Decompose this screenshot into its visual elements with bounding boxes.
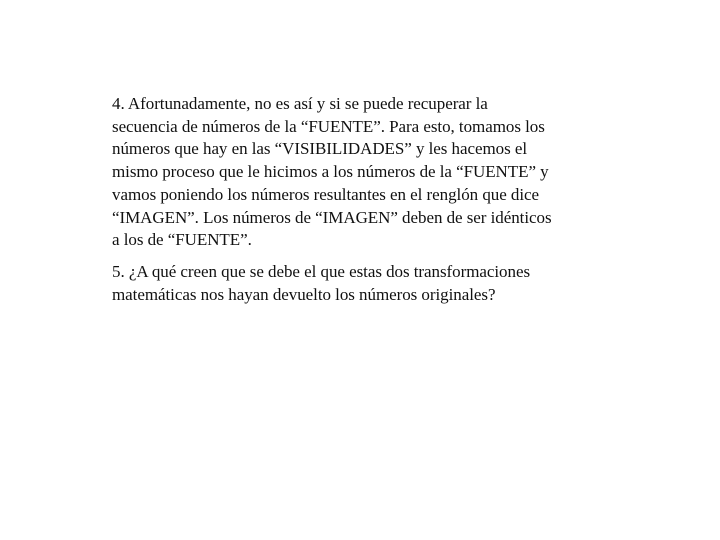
paragraph-line: a los de “FUENTE”. <box>112 230 252 250</box>
paragraph-line: “IMAGEN”. Los números de “IMAGEN” deben de ser idénticos <box>112 207 552 227</box>
paragraph-line: secuencia de números de la “FUENTE”. Para esto, tomamos los <box>112 116 545 136</box>
paragraph-line: 5. ¿A qué creen que se debe el que estas dos transformaciones <box>112 261 531 281</box>
paragraph-line: 4. Afortunadamente, no es así y si se puede recuperar la <box>112 94 488 113</box>
paragraph-line: números que hay en las “VISIBILIDADES” y les hacemos el <box>112 139 528 159</box>
paragraph-5 <box>112 261 602 306</box>
paragraph-line: mismo proceso que le hicimos a los números de la “FUENTE” y <box>112 162 549 182</box>
paragraph-line: matemáticas nos hayan devuelto los números originales? <box>112 284 496 304</box>
paragraph-line: vamos poniendo los números resultantes en el renglón que dice <box>112 184 540 204</box>
body-text <box>112 93 602 306</box>
paragraph-4 <box>112 93 602 252</box>
